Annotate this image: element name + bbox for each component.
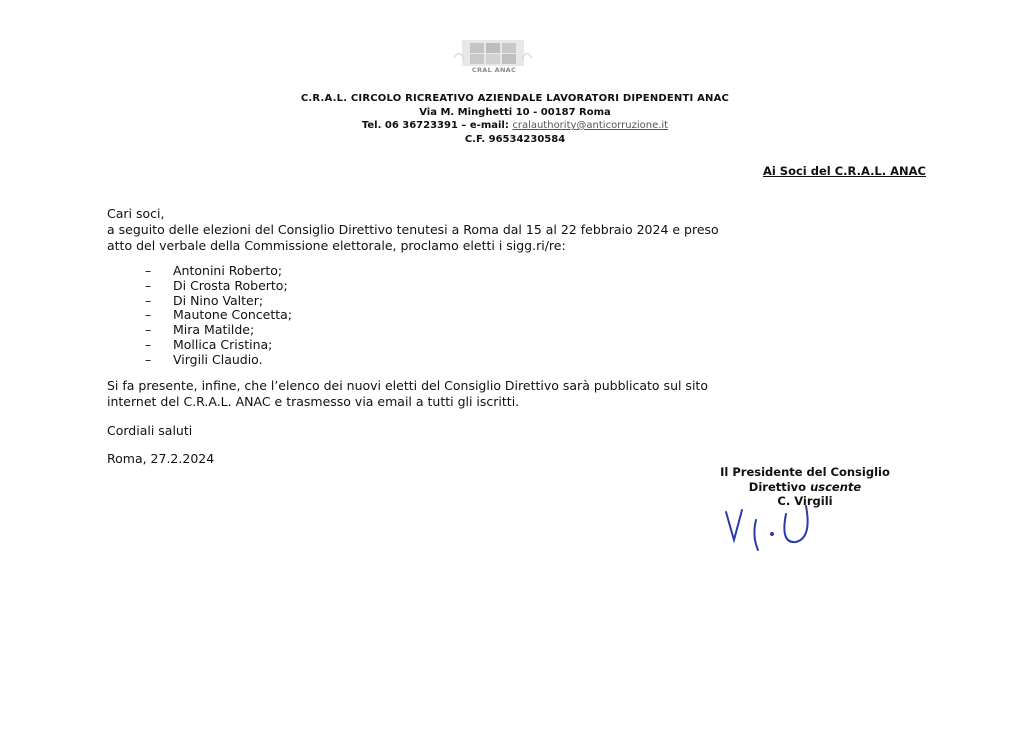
signer-name: C. Virgili [777, 494, 833, 508]
elected-name: Mollica Cristina; [173, 336, 273, 352]
list-dash: – [145, 322, 152, 338]
elected-name: Di Nino Valter; [173, 292, 264, 308]
list-item [145, 279, 292, 294]
greeting: Cari soci, [107, 206, 165, 221]
logo-caption: CRAL ANAC [471, 66, 517, 74]
closing: Cordiali saluti [107, 423, 193, 438]
elected-name: Mira Matilde; [173, 322, 255, 338]
fiscal-code: C.F. 96534230584 [464, 133, 566, 145]
notice-paragraph [107, 378, 947, 409]
letterhead [200, 92, 830, 146]
notice-line: internet del C.R.A.L. ANAC e trasmesso via email a tutti gli iscritti. [107, 393, 520, 409]
elected-list [145, 264, 292, 368]
elected-name: Di Crosta Roberto; [173, 277, 288, 293]
list-dash: – [145, 277, 152, 293]
place-date: Roma, 27.2.2024 [107, 451, 215, 466]
org-contacts [200, 119, 830, 133]
email-link[interactable]: cralauthority@anticorruzione.it [512, 120, 669, 131]
list-dash: – [145, 336, 152, 352]
cral-logo [448, 38, 538, 83]
list-item [145, 308, 292, 323]
org-address: Via M. Minghetti 10 - 00187 Roma [419, 106, 611, 118]
list-dash: – [145, 307, 152, 323]
list-item [145, 294, 292, 309]
signer-title-2 [660, 480, 950, 495]
list-item [145, 338, 292, 353]
list-dash: – [145, 292, 152, 308]
addressee: Ai Soci del C.R.A.L. ANAC [762, 164, 926, 178]
signer-title-prefix: Direttivo [748, 479, 811, 494]
intro-line: atto del verbale della Commissione elettorale, proclamo eletti i sigg.ri/re: [107, 237, 566, 253]
signer-title-italic: uscente [810, 479, 862, 494]
intro-line: a seguito delle elezioni del Consiglio Direttivo tenutesi a Roma dal 15 al 22 febbraio 2024 e preso [107, 222, 719, 237]
list-item [145, 353, 292, 368]
intro-paragraph [107, 222, 947, 253]
list-dash: – [145, 351, 152, 367]
elected-name: Antonini Roberto; [173, 263, 283, 278]
list-item [145, 264, 292, 279]
tel-label: Tel. 06 36723391 – e-mail: [361, 120, 509, 131]
notice-line: Si fa presente, infine, che l’elenco dei nuovi eletti del Consiglio Direttivo sarà pubblicato sul sito [107, 378, 708, 393]
handwritten-signature [720, 500, 840, 555]
signer-title: Il Presidente del Consiglio [720, 465, 890, 479]
list-dash: – [145, 263, 152, 278]
elected-name: Virgili Claudio. [173, 351, 263, 367]
org-name: C.R.A.L. CIRCOLO RICREATIVO AZIENDALE LAVORATORI DIPENDENTI ANAC [300, 93, 730, 104]
elected-name: Mautone Concetta; [173, 307, 293, 323]
list-item [145, 323, 292, 338]
